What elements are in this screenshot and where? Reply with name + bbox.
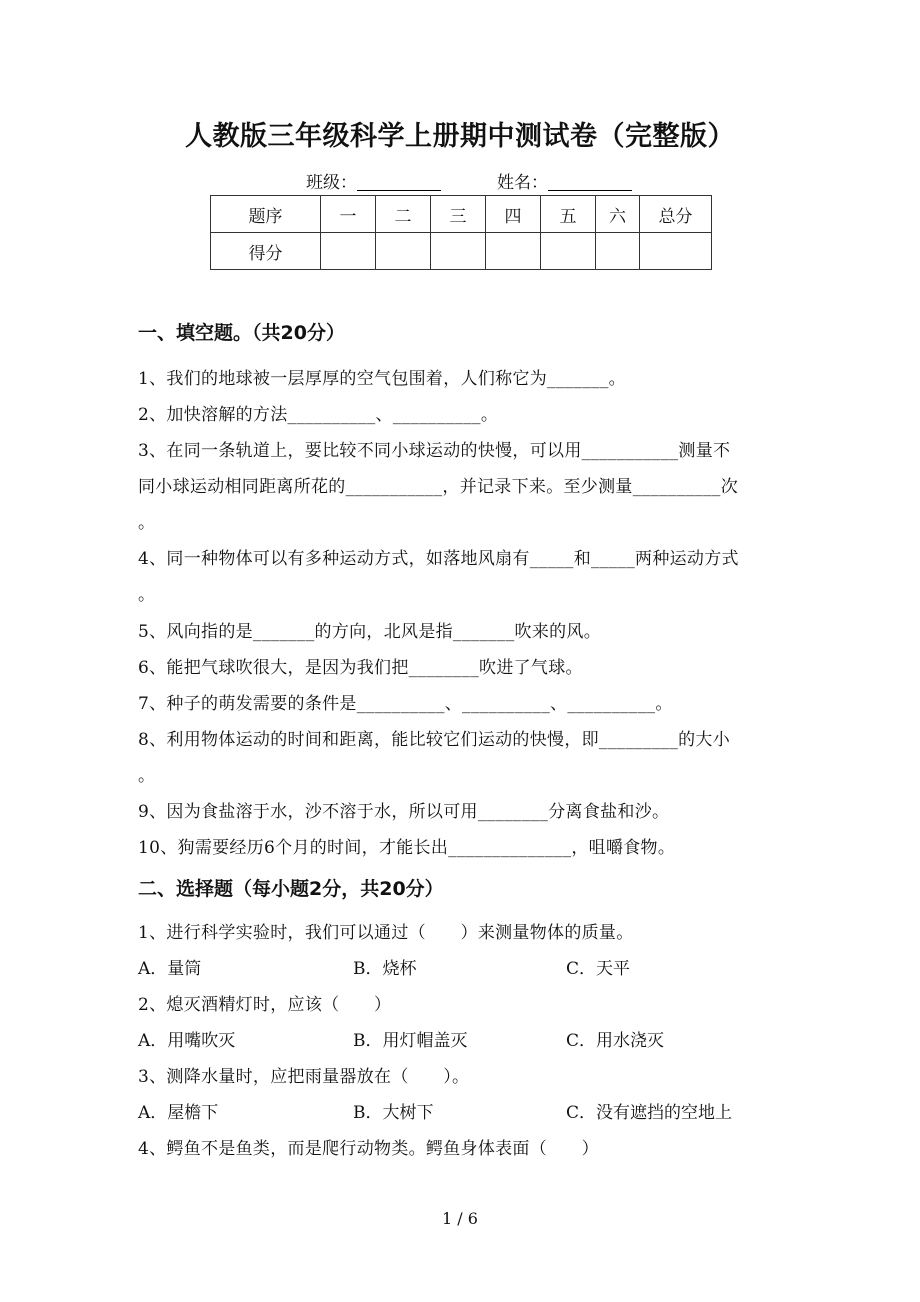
score-cell[interactable]: [596, 233, 640, 270]
question-line: 2、加快溶解的方法__________、__________。: [138, 405, 499, 425]
option-a[interactable]: A．用嘴吹灭: [138, 1031, 236, 1051]
option-c[interactable]: C．用水浇灭: [566, 1031, 665, 1051]
question-line: 。: [138, 766, 156, 786]
option-a[interactable]: A．屋檐下: [138, 1103, 219, 1123]
score-header-cell: 五: [541, 196, 596, 233]
score-header-cell: 一: [321, 196, 376, 233]
page-number: 1 / 6: [442, 1209, 478, 1228]
name-blank: [548, 172, 632, 191]
option-c[interactable]: C．天平: [566, 959, 631, 979]
score-cell[interactable]: [431, 233, 486, 270]
score-cell[interactable]: [321, 233, 376, 270]
question-line: 7、种子的萌发需要的条件是__________、__________、__________。: [138, 694, 673, 714]
option-a[interactable]: A．量筒: [138, 959, 202, 979]
question-line: 9、因为食盐溶于水，沙不溶于水，所以可用________分离食盐和沙。: [138, 802, 670, 822]
question-line: 同小球运动相同距离所花的___________，并记录下来。至少测量__________次: [138, 477, 738, 497]
question-stem: 2、熄灭酒精灯时，应该（ ）: [138, 995, 392, 1015]
question-line: 8、利用物体运动的时间和距离，能比较它们运动的快慢，即_________的大小: [138, 730, 731, 750]
score-header-cell: 题序: [211, 196, 321, 233]
section1-heading: 一、填空题。（共20分）: [138, 322, 345, 344]
score-header-cell: 四: [486, 196, 541, 233]
score-table-score-row: [211, 233, 712, 270]
question-stem: 4、鳄鱼不是鱼类，而是爬行动物类。鳄鱼身体表面（ ）: [138, 1139, 599, 1159]
question-line: 10、狗需要经历6个月的时间，才能长出______________，咀嚼食物。: [138, 838, 676, 858]
option-b[interactable]: B．烧杯: [353, 959, 417, 979]
score-cell[interactable]: [376, 233, 431, 270]
question-stem: 3、测降水量时，应把雨量器放在（ ）。: [138, 1067, 470, 1087]
name-label: 姓名：: [497, 173, 548, 193]
question-line: 3、在同一条轨道上，要比较不同小球运动的快慢，可以用___________测量不: [138, 441, 731, 461]
score-header-cell: 三: [431, 196, 486, 233]
score-header-cell: 二: [376, 196, 431, 233]
score-header-cell: 六: [596, 196, 640, 233]
score-cell[interactable]: [486, 233, 541, 270]
page-title: 人教版三年级科学上册期中测试卷（完整版）: [185, 121, 735, 152]
option-b[interactable]: B．用灯帽盖灭: [353, 1031, 468, 1051]
question-line: 1、我们的地球被一层厚厚的空气包围着，人们称它为_______。: [138, 369, 626, 389]
class-label: 班级：: [306, 173, 357, 193]
score-row-label: 得分: [211, 233, 321, 270]
option-b[interactable]: B．大树下: [353, 1103, 434, 1123]
question-line: 4、同一种物体可以有多种运动方式，如落地风扇有_____和_____两种运动方式: [138, 549, 739, 569]
question-line: 6、能把气球吹很大，是因为我们把________吹进了气球。: [138, 658, 583, 678]
score-table: [210, 195, 712, 270]
score-cell[interactable]: [640, 233, 712, 270]
student-info-row: [306, 168, 632, 193]
option-c[interactable]: C．没有遮挡的空地上: [566, 1103, 733, 1123]
section2-heading: 二、选择题（每小题2分，共20分）: [138, 878, 444, 900]
question-line: 。: [138, 513, 156, 533]
class-blank: [357, 172, 441, 191]
score-table-header-row: [211, 196, 712, 233]
score-header-cell: 总分: [640, 196, 712, 233]
score-cell[interactable]: [541, 233, 596, 270]
question-line: 5、风向指的是_______的方向，北风是指_______吹来的风。: [138, 622, 602, 642]
question-line: 。: [138, 585, 156, 605]
question-stem: 1、进行科学实验时，我们可以通过（ ）来测量物体的质量。: [138, 923, 634, 943]
